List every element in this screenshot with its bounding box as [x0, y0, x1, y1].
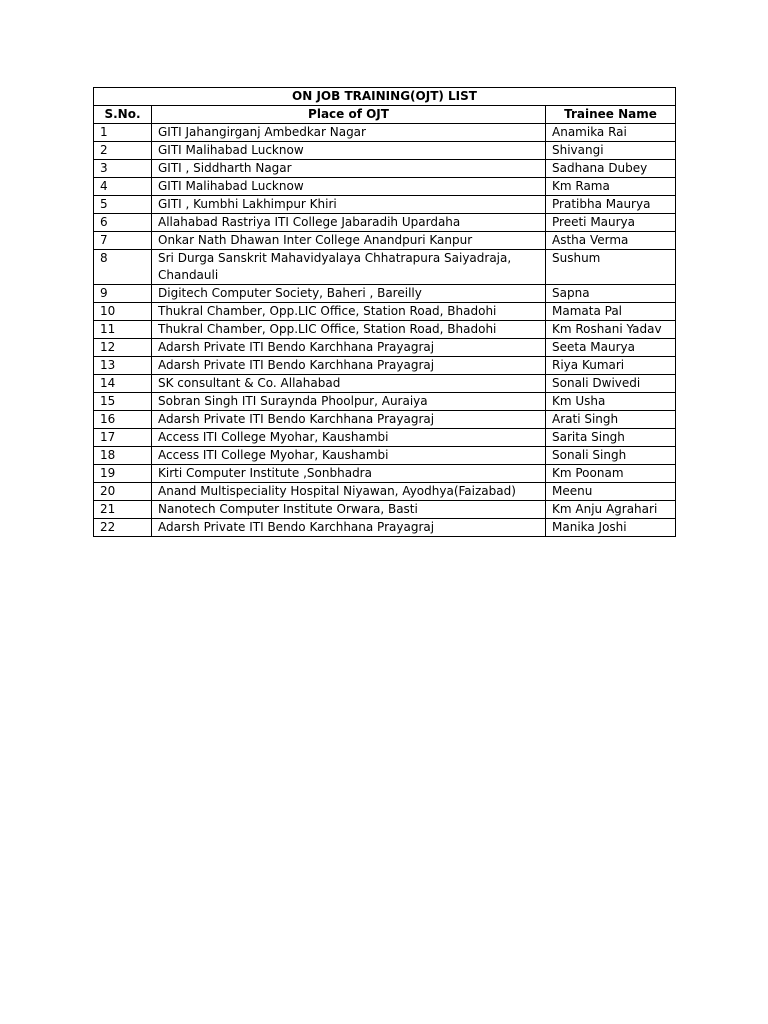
place-cell: GITI , Siddharth Nagar [152, 160, 546, 178]
trainee-name-cell: Astha Verma [546, 232, 676, 250]
serial-number-cell: 17 [94, 429, 152, 447]
trainee-name-cell: Manika Joshi [546, 519, 676, 537]
serial-number-cell: 9 [94, 285, 152, 303]
table-body [94, 124, 676, 537]
serial-number-cell: 11 [94, 321, 152, 339]
table-row [94, 339, 676, 357]
serial-number-cell: 7 [94, 232, 152, 250]
trainee-name-cell: Mamata Pal [546, 303, 676, 321]
serial-number-cell: 16 [94, 411, 152, 429]
place-cell: GITI Malihabad Lucknow [152, 142, 546, 160]
trainee-name-cell: Sadhana Dubey [546, 160, 676, 178]
table-row [94, 519, 676, 537]
column-header-sno: S.No. [94, 106, 152, 124]
serial-number-cell: 6 [94, 214, 152, 232]
table-row [94, 178, 676, 196]
trainee-name-cell: Km Poonam [546, 465, 676, 483]
table-row [94, 124, 676, 142]
trainee-name-cell: Km Rama [546, 178, 676, 196]
serial-number-cell: 4 [94, 178, 152, 196]
table-row [94, 429, 676, 447]
serial-number-cell: 5 [94, 196, 152, 214]
place-cell: Onkar Nath Dhawan Inter College Anandpuri Kanpur [152, 232, 546, 250]
table-row [94, 285, 676, 303]
table-row [94, 447, 676, 465]
table-row [94, 483, 676, 501]
serial-number-cell: 10 [94, 303, 152, 321]
column-header-trainee: Trainee Name [546, 106, 676, 124]
trainee-name-cell: Sonali Dwivedi [546, 375, 676, 393]
place-cell: Access ITI College Myohar, Kaushambi [152, 447, 546, 465]
header-row [94, 106, 676, 124]
place-cell: GITI Jahangirganj Ambedkar Nagar [152, 124, 546, 142]
serial-number-cell: 1 [94, 124, 152, 142]
table-row [94, 411, 676, 429]
table-row [94, 142, 676, 160]
trainee-name-cell: Preeti Maurya [546, 214, 676, 232]
place-cell: Thukral Chamber, Opp.LIC Office, Station Road, Bhadohi [152, 303, 546, 321]
trainee-name-cell: Seeta Maurya [546, 339, 676, 357]
serial-number-cell: 22 [94, 519, 152, 537]
table-title: ON JOB TRAINING(OJT) LIST [94, 88, 676, 106]
table-row [94, 465, 676, 483]
table-row [94, 303, 676, 321]
place-cell: Adarsh Private ITI Bendo Karchhana Prayagraj [152, 357, 546, 375]
trainee-name-cell: Sapna [546, 285, 676, 303]
serial-number-cell: 18 [94, 447, 152, 465]
trainee-name-cell: Pratibha Maurya [546, 196, 676, 214]
trainee-name-cell: Sonali Singh [546, 447, 676, 465]
place-cell: Access ITI College Myohar, Kaushambi [152, 429, 546, 447]
serial-number-cell: 14 [94, 375, 152, 393]
place-cell: Nanotech Computer Institute Orwara, Basti [152, 501, 546, 519]
title-row [94, 88, 676, 106]
trainee-name-cell: Arati Singh [546, 411, 676, 429]
trainee-name-cell: Shivangi [546, 142, 676, 160]
place-cell: GITI , Kumbhi Lakhimpur Khiri [152, 196, 546, 214]
place-cell: Adarsh Private ITI Bendo Karchhana Prayagraj [152, 411, 546, 429]
place-cell: SK consultant & Co. Allahabad [152, 375, 546, 393]
serial-number-cell: 19 [94, 465, 152, 483]
table-row [94, 232, 676, 250]
place-cell: Kirti Computer Institute ,Sonbhadra [152, 465, 546, 483]
table-row [94, 196, 676, 214]
place-cell: Thukral Chamber, Opp.LIC Office, Station Road, Bhadohi [152, 321, 546, 339]
place-cell: Allahabad Rastriya ITI College Jabaradih Upardaha [152, 214, 546, 232]
serial-number-cell: 3 [94, 160, 152, 178]
trainee-name-cell: Sushum [546, 250, 676, 285]
ojt-table [93, 87, 676, 537]
serial-number-cell: 21 [94, 501, 152, 519]
serial-number-cell: 13 [94, 357, 152, 375]
trainee-name-cell: Sarita Singh [546, 429, 676, 447]
trainee-name-cell: Km Anju Agrahari [546, 501, 676, 519]
place-cell: Adarsh Private ITI Bendo Karchhana Prayagraj [152, 339, 546, 357]
serial-number-cell: 20 [94, 483, 152, 501]
serial-number-cell: 12 [94, 339, 152, 357]
table-row [94, 357, 676, 375]
table-row [94, 250, 676, 285]
place-cell: Sobran Singh ITI Suraynda Phoolpur, Auraiya [152, 393, 546, 411]
trainee-name-cell: Anamika Rai [546, 124, 676, 142]
place-cell: Adarsh Private ITI Bendo Karchhana Prayagraj [152, 519, 546, 537]
trainee-name-cell: Meenu [546, 483, 676, 501]
table-row [94, 321, 676, 339]
place-cell: Anand Multispeciality Hospital Niyawan, Ayodhya(Faizabad) [152, 483, 546, 501]
place-cell: Sri Durga Sanskrit Mahavidyalaya Chhatrapura Saiyadraja, Chandauli [152, 250, 546, 285]
table-row [94, 393, 676, 411]
serial-number-cell: 8 [94, 250, 152, 285]
table-row [94, 375, 676, 393]
trainee-name-cell: Km Usha [546, 393, 676, 411]
place-cell: Digitech Computer Society, Baheri , Bareilly [152, 285, 546, 303]
trainee-name-cell: Km Roshani Yadav [546, 321, 676, 339]
table-row [94, 501, 676, 519]
column-header-place: Place of OJT [152, 106, 546, 124]
serial-number-cell: 15 [94, 393, 152, 411]
table-row [94, 214, 676, 232]
table-row [94, 160, 676, 178]
serial-number-cell: 2 [94, 142, 152, 160]
trainee-name-cell: Riya Kumari [546, 357, 676, 375]
place-cell: GITI Malihabad Lucknow [152, 178, 546, 196]
